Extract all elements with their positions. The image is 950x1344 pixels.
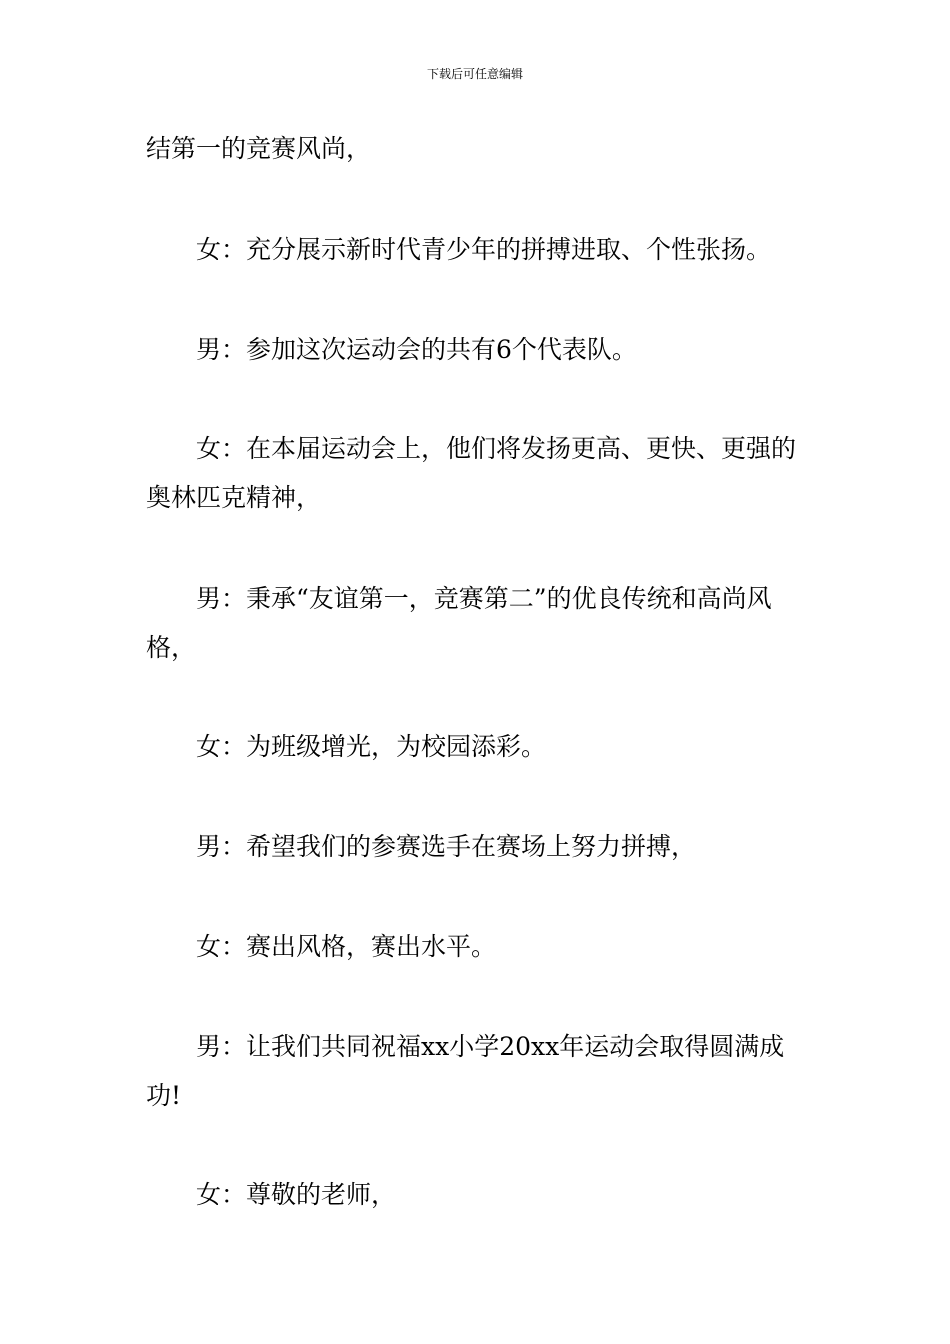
paragraph-9: 男：让我们共同祝福xx小学20xx年运动会取得圆满成功! bbox=[146, 1032, 785, 1110]
paragraph-3: 男：参加这次运动会的共有6个代表队。 bbox=[196, 335, 637, 364]
paragraph-6: 女：为班级增光，为校园添彩。 bbox=[196, 732, 547, 761]
page-header: 下载后可任意编辑 bbox=[426, 67, 523, 81]
paragraph-7: 男：希望我们的参赛选手在赛场上努力拼搏， bbox=[196, 832, 697, 861]
paragraph-4: 女：在本届运动会上，他们将发扬更高、更快、更强的奥林匹克精神， bbox=[146, 434, 797, 512]
paragraph-5: 男：秉承“友谊第一，竞赛第二”的优良传统和高尚风格， bbox=[146, 584, 772, 662]
paragraph-1: 结第一的竞赛风尚， bbox=[146, 134, 372, 163]
paragraph-10: 女：尊敬的老师， bbox=[196, 1180, 397, 1209]
paragraph-2: 女：充分展示新时代青少年的拼搏进取、个性张扬。 bbox=[196, 235, 772, 264]
paragraph-8: 女：赛出风格，赛出水平。 bbox=[196, 932, 497, 961]
